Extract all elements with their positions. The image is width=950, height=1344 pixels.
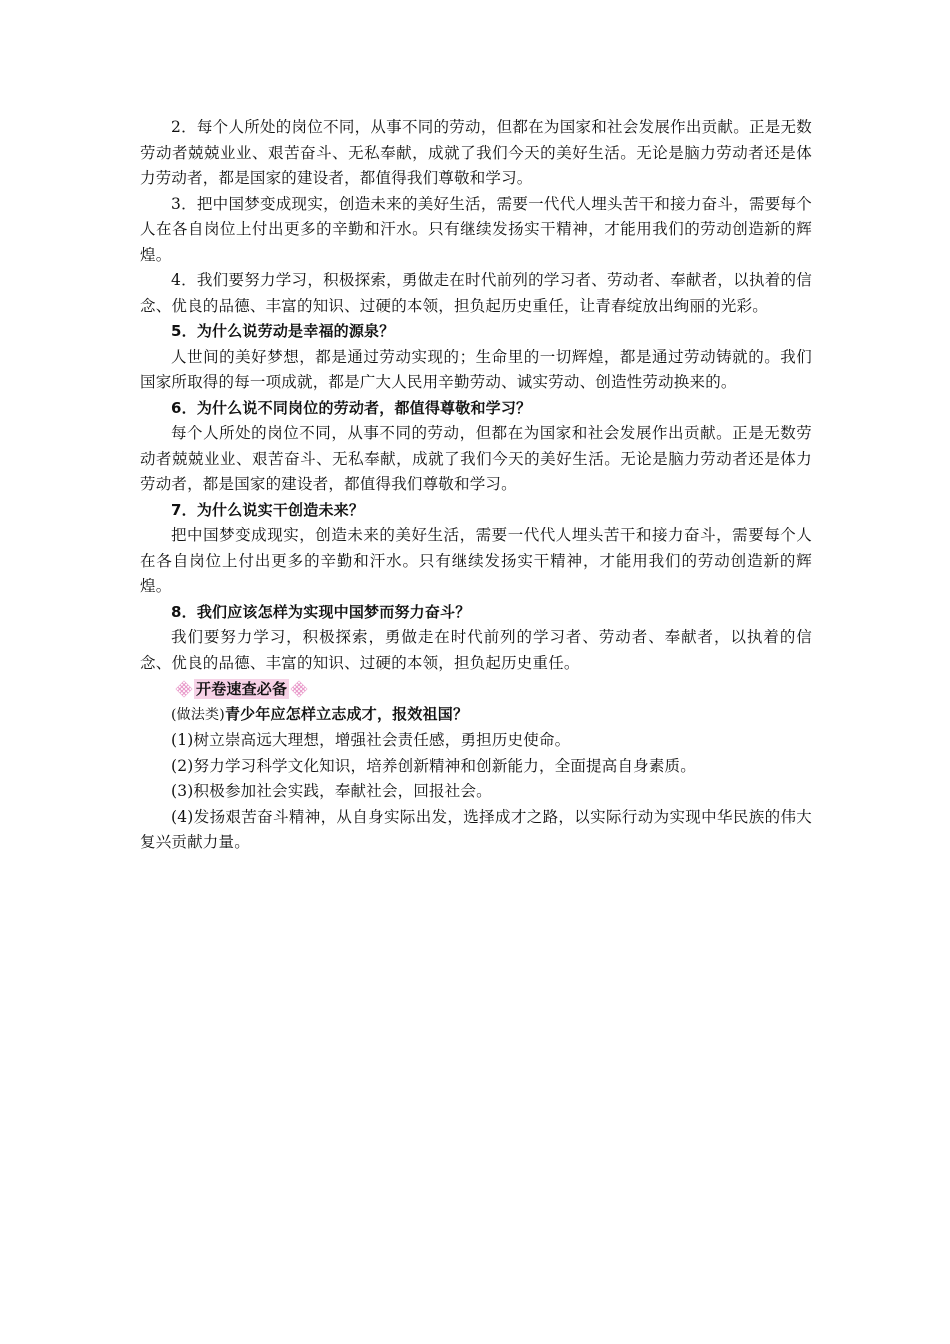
list-item: (3)积极参加社会实践，奉献社会，回报社会。 — [171, 782, 492, 800]
section-title: 开卷速查必备 — [196, 679, 288, 698]
answer-8: 我们要努力学习，积极探索，勇做走在时代前列的学习者、劳动者、奉献者，以执着的信念、优良的品德、丰富的知识、过硬的本领，担负起历史重任。 — [140, 628, 812, 672]
answer-5: 人世间的美好梦想，都是通过劳动实现的；生命里的一切辉煌，都是通过劳动铸就的。我们国家所取得的每一项成就，都是广大人民用辛勤劳动、诚实劳动、创造性劳动换来的。 — [140, 347, 812, 391]
list-item: (4)发扬艰苦奋斗精神，从自身实际出发，选择成才之路，以实际行动为实现中华民族的伟大复兴贡献力量。 — [140, 807, 812, 851]
category-label: (做法类) — [171, 706, 225, 723]
section-header — [174, 676, 812, 702]
diamond-left-icon — [176, 680, 193, 697]
answer-7: 把中国梦变成现实，创造未来的美好生活，需要一代代人埋头苦干和接力奋斗，需要每个人在各自岗位上付出更多的辛勤和汗水。只有继续发扬实干精神，才能用我们的劳动创造新的辉煌。 — [140, 526, 812, 595]
question-5: 5．为什么说劳动是幸福的源泉？ — [171, 322, 395, 340]
section-question-text: 青少年应怎样立志成才，报效祖国？ — [224, 704, 469, 723]
question-7: 7．为什么说实干创造未来？ — [171, 500, 365, 519]
question-6: 6．为什么说不同岗位的劳动者，都值得尊敬和学习？ — [171, 398, 532, 417]
paragraph-2: 2．每个人所处的岗位不同，从事不同的劳动，但都在为国家和社会发展作出贡献。正是无数劳动者兢兢业业、艰苦奋斗、无私奉献，成就了我们今天的美好生活。无论是脑力劳动者还是体力劳动者，都是国家的建设者，都值得我们尊敬和学习。 — [140, 118, 812, 187]
diamond-right-icon — [291, 680, 308, 697]
section-question — [140, 702, 812, 729]
document-body — [140, 115, 812, 856]
question-8: 8．我们应该怎样为实现中国梦而努力奋斗？ — [171, 602, 471, 621]
list-item: (1)树立崇高远大理想，增强社会责任感，勇担历史使命。 — [171, 731, 571, 749]
paragraph-4: 4．我们要努力学习，积极探索，勇做走在时代前列的学习者、劳动者、奉献者，以执着的信念、优良的品德、丰富的知识、过硬的本领，担负起历史重任，让青春绽放出绚丽的光彩。 — [140, 271, 812, 315]
list-item: (2)努力学习科学文化知识，培养创新精神和创新能力，全面提高自身素质。 — [171, 756, 696, 775]
answer-6: 每个人所处的岗位不同，从事不同的劳动，但都在为国家和社会发展作出贡献。正是无数劳动者兢兢业业、艰苦奋斗、无私奉献，成就了我们今天的美好生活。无论是脑力劳动者还是体力劳动者，都是国家的建设者，都值得我们尊敬和学习。 — [140, 424, 812, 493]
paragraph-3: 3．把中国梦变成现实，创造未来的美好生活，需要一代代人埋头苦干和接力奋斗，需要每个人在各自岗位上付出更多的辛勤和汗水。只有继续发扬实干精神，才能用我们的劳动创造新的辉煌。 — [140, 194, 812, 264]
